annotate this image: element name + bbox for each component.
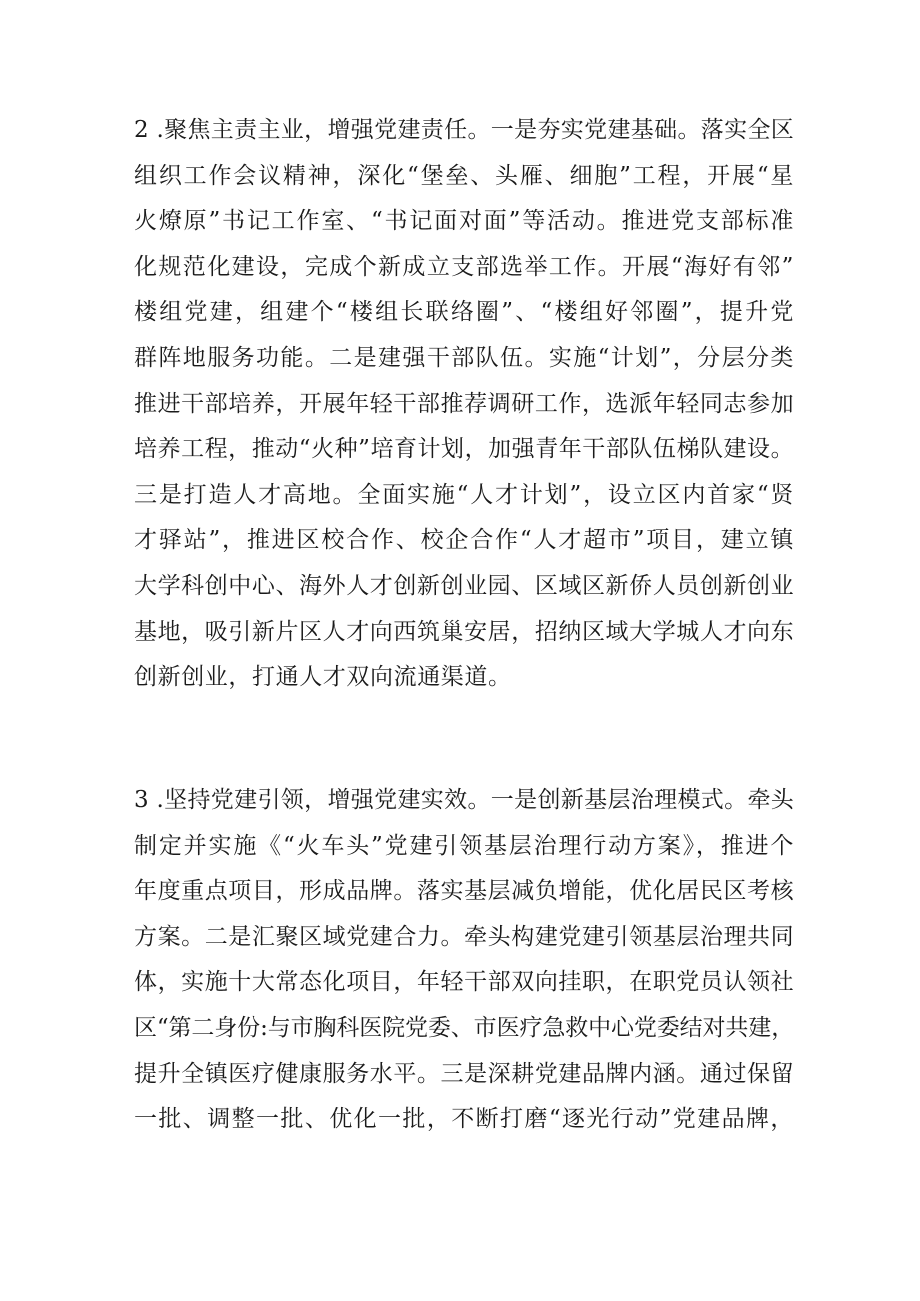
text-line: 基地，吸引新片区人才向西筑巢安居，招纳区域大学城人才向东 <box>134 618 794 645</box>
text-line: 培养工程，推动“火种”培育计划，加强青年干部队伍梯队建设。 <box>134 436 794 463</box>
text-line: 年度重点项目，形成品牌。落实基层减负增能，优化居民区考核 <box>134 878 794 905</box>
text-line: 2 .聚焦主责主业，增强党建责任。一是夯实党建基础。落实全区 <box>134 117 794 143</box>
paragraph-3 <box>134 778 794 1143</box>
text-line-last: 创新创业，打通人才双向流通渠道。 <box>134 664 512 691</box>
text-line: 推进干部培养，开展年轻干部推荐调研工作，选派年轻同志参加 <box>134 390 794 417</box>
text-line: 化规范化建设，完成个新成立支部选举工作。开展“海好有邻” <box>134 253 794 280</box>
text-line: 群阵地服务功能。二是建强干部队伍。实施“计划”，分层分类 <box>134 344 794 371</box>
text-line: 一批、调整一批、优化一批，不断打磨“逐光行动”党建品牌， <box>134 1106 794 1133</box>
paragraph-2 <box>134 108 794 701</box>
text-line: 楼组党建，组建个“楼组长联络圈”、“楼组好邻圈”，提升党 <box>134 299 794 326</box>
text-line: 才驿站”，推进区校合作、校企合作“人才超市”项目，建立镇 <box>134 527 794 554</box>
text-line: 提升全镇医疗健康服务水平。三是深耕党建品牌内涵。通过保留 <box>134 1060 794 1087</box>
text-line: 制定并实施《“火车头”党建引领基层治理行动方案》，推进个 <box>134 832 794 859</box>
text-line: 方案。二是汇聚区域党建合力。牵头构建党建引领基层治理共同 <box>134 923 794 950</box>
text-line: 体，实施十大常态化项目，年轻干部双向挂职，在职党员认领社 <box>134 969 794 996</box>
text-line: 3 .坚持党建引领，增强党建实效。一是创新基层治理模式。牵头 <box>134 787 794 813</box>
text-line: 区“第二身份:与市胸科医院党委、市医疗急救中心党委结对共建， <box>134 1014 794 1041</box>
text-line: 三是打造人才高地。全面实施“人才计划”，设立区内首家“贤 <box>134 481 794 508</box>
text-line: 组织工作会议精神，深化“堡垒、头雁、细胞”工程，开展“星 <box>134 162 794 189</box>
text-line: 火燎原”书记工作室、“书记面对面”等活动。推进党支部标准 <box>134 208 794 235</box>
text-line: 大学科创中心、海外人才创新创业园、区域区新侨人员创新创业 <box>134 572 794 599</box>
